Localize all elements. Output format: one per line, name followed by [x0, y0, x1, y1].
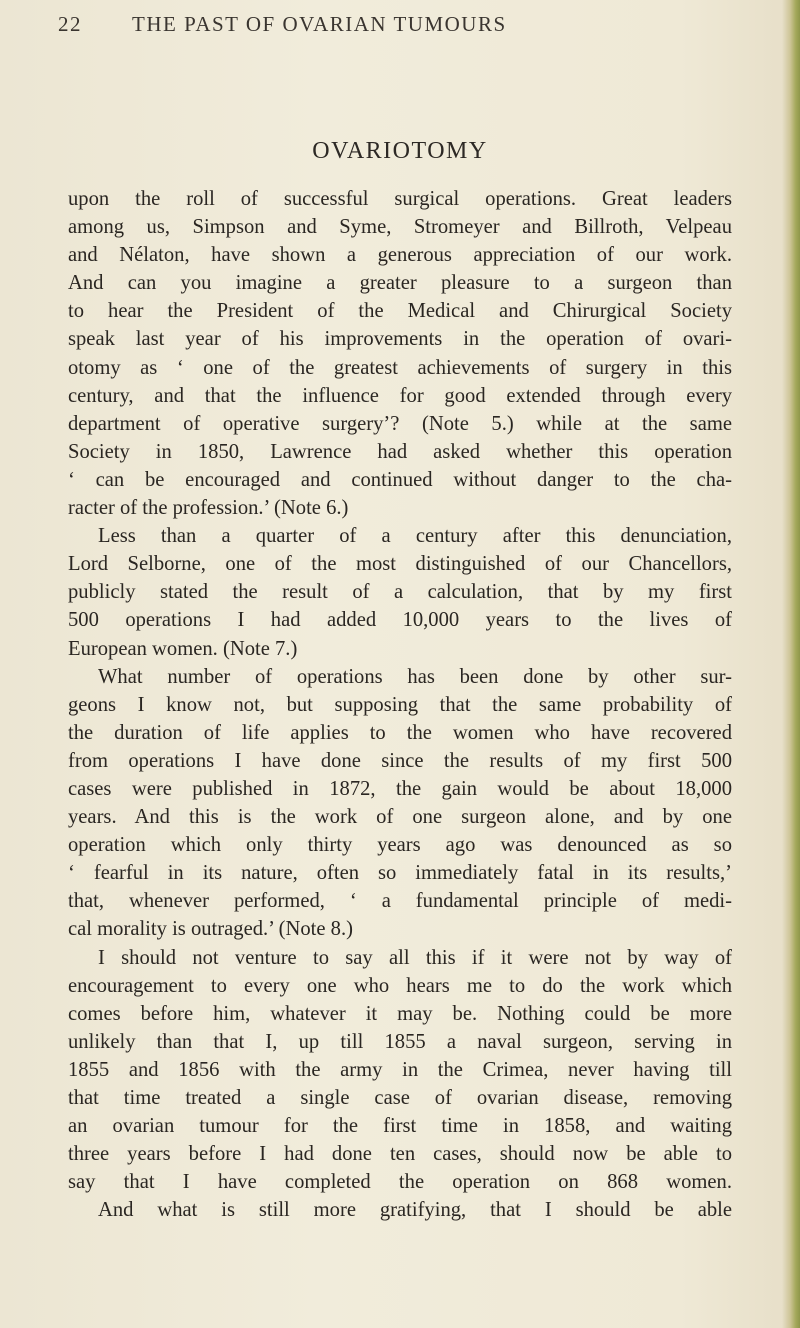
- text-line: otomy as ‘ one of the greatest achievements of surgery in this: [68, 356, 732, 379]
- text-line: upon the roll of successful surgical operations. Great leaders: [68, 188, 732, 210]
- text-line: publicly stated the result of a calculation, that by my first: [68, 581, 732, 604]
- text-line: cal morality is outraged.’ (Note 8.): [68, 918, 353, 941]
- text-line: that, whenever performed, ‘ a fundamental principle of medi-: [68, 890, 732, 913]
- text-line: century, and that the influence for good extended through every: [68, 384, 732, 407]
- text-line: to hear the President of the Medical and Chirurgical Society: [68, 300, 732, 323]
- text-line: Less than a quarter of a century after this denunciation,: [98, 525, 732, 548]
- text-line: among us, Simpson and Syme, Stromeyer and Billroth, Velpeau: [68, 216, 732, 239]
- text-line: Society in 1850, Lawrence had asked whether this operation: [68, 440, 732, 463]
- section-title: OVARIOTOMY: [312, 138, 488, 164]
- text-line: three years before I had done ten cases, should now be able to: [68, 1143, 732, 1166]
- text-line: ‘ fearful in its nature, often so immediately fatal in its results,’: [68, 862, 732, 885]
- text-line: And what is still more gratifying, that I should be able: [98, 1199, 732, 1222]
- text-line: speak last year of his improvements in the operation of ovari-: [68, 328, 732, 351]
- text-line: and Nélaton, have shown a generous appreciation of our work.: [68, 244, 732, 267]
- text-line: ‘ can be encouraged and continued without danger to the cha-: [68, 468, 732, 491]
- text-line: department of operative surgery’? (Note 5.) while at the same: [68, 412, 732, 435]
- text-line: What number of operations has been done by other sur-: [98, 665, 732, 688]
- text-line: the duration of life applies to the women who have recovered: [68, 721, 732, 744]
- text-line: an ovarian tumour for the first time in 1858, and waiting: [68, 1115, 732, 1138]
- text-line: And can you imagine a greater pleasure to a surgeon than: [68, 272, 732, 295]
- text-line: European women. (Note 7.): [68, 637, 298, 660]
- running-title: THE PAST OF OVARIAN TUMOURS: [132, 12, 507, 36]
- text-line: say that I have completed the operation on 868 women.: [68, 1171, 732, 1194]
- text-line: Lord Selborne, one of the most distinguished of our Chancellors,: [68, 553, 732, 576]
- text-line: geons I know not, but supposing that the same probability of: [68, 693, 732, 716]
- text-line: racter of the profession.’ (Note 6.): [68, 497, 349, 520]
- page-edge-shadow: [782, 0, 800, 1328]
- text-line: from operations I have done since the results of my first 500: [68, 749, 732, 772]
- page-number: 22: [58, 12, 82, 36]
- body-text: [68, 185, 732, 1224]
- text-line: I should not venture to say all this if it were not by way of: [98, 946, 732, 969]
- text-line: 1855 and 1856 with the army in the Crimea, never having till: [68, 1058, 732, 1081]
- text-line: operation which only thirty years ago was denounced as so: [68, 834, 732, 857]
- text-line: cases were published in 1872, the gain would be about 18,000: [68, 777, 732, 800]
- text-line: that time treated a single case of ovarian disease, removing: [68, 1087, 732, 1109]
- text-line: 500 operations I had added 10,000 years to the lives of: [68, 609, 732, 632]
- text-line: comes before him, whatever it may be. Nothing could be more: [68, 1002, 732, 1025]
- text-line: encouragement to every one who hears me to do the work which: [68, 974, 732, 997]
- text-line: unlikely than that I, up till 1855 a naval surgeon, serving in: [68, 1030, 732, 1053]
- text-line: years. And this is the work of one surgeon alone, and by one: [68, 806, 732, 829]
